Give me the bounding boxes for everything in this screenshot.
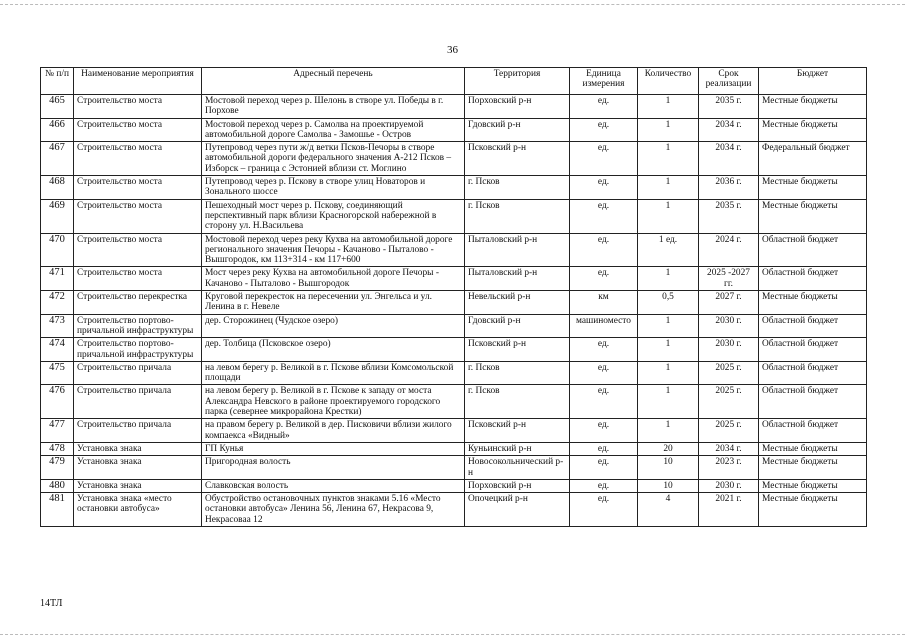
- header-measure-name: Наименование мероприятия: [74, 68, 202, 95]
- row-address: дер. Сторожинец (Чудское озеро): [202, 314, 465, 338]
- row-measure-name: Строительство моста: [74, 199, 202, 233]
- row-quantity: 1 ед.: [638, 233, 699, 267]
- row-territory: Невельский р-н: [465, 291, 570, 315]
- row-term: 2034 г.: [699, 142, 759, 176]
- row-measure-name: Установка знака: [74, 479, 202, 492]
- row-number: 471: [41, 267, 74, 291]
- row-measure-name: Установка знака «место остановки автобуса»: [74, 493, 202, 527]
- row-unit: ед.: [570, 338, 638, 362]
- row-territory: Псковский р-н: [465, 142, 570, 176]
- row-unit: ед.: [570, 142, 638, 176]
- row-unit: ед.: [570, 233, 638, 267]
- row-budget: Областной бюджет: [759, 267, 867, 291]
- row-address: ГП Кунья: [202, 442, 465, 455]
- row-term: 2035 г.: [699, 199, 759, 233]
- table-row: [41, 456, 867, 480]
- header-unit: Единица измерения: [570, 68, 638, 95]
- row-measure-name: Строительство причала: [74, 419, 202, 443]
- row-term: 2025 г.: [699, 361, 759, 385]
- row-territory: Псковский р-н: [465, 338, 570, 362]
- row-term: 2036 г.: [699, 176, 759, 200]
- row-term: 2027 г.: [699, 291, 759, 315]
- row-address: на правом берегу р. Великой в дер. Писковичи вблизи жилого компаекса «Видный»: [202, 419, 465, 443]
- row-address: Круговой перекресток на пересечении ул. Энгельса и ул. Ленина в г. Невеле: [202, 291, 465, 315]
- row-term: 2025 г.: [699, 385, 759, 419]
- row-address: Мост через реку Кухва на автомобильной дороге Печоры - Качаново - Пыталово - Вышгородок: [202, 267, 465, 291]
- row-number: 472: [41, 291, 74, 315]
- row-territory: Новосокольнический р-н: [465, 456, 570, 480]
- header-quantity: Количество: [638, 68, 699, 95]
- row-unit: ед.: [570, 118, 638, 142]
- table-row: [41, 176, 867, 200]
- row-term: 2034 г.: [699, 118, 759, 142]
- row-address: Пригородная волость: [202, 456, 465, 480]
- row-territory: Опочецкий р-н: [465, 493, 570, 527]
- row-number: 480: [41, 479, 74, 492]
- row-number: 478: [41, 442, 74, 455]
- row-territory: Гдовский р-н: [465, 314, 570, 338]
- row-unit: ед.: [570, 442, 638, 455]
- row-territory: Пыталовский р-н: [465, 267, 570, 291]
- row-number: 466: [41, 118, 74, 142]
- row-term: 2025 -2027 гг.: [699, 267, 759, 291]
- row-address: Путепровод через пути ж/д ветки Псков-Печоры в створе автомобильной дороги федерального значения А-212 Псков – Изборск – граница с Эстонией вблизи ст. Моглино: [202, 142, 465, 176]
- row-budget: Областной бюджет: [759, 419, 867, 443]
- row-territory: г. Псков: [465, 199, 570, 233]
- row-quantity: 10: [638, 456, 699, 480]
- table-row: [41, 338, 867, 362]
- row-measure-name: Строительство моста: [74, 267, 202, 291]
- row-budget: Местные бюджеты: [759, 199, 867, 233]
- row-measure-name: Строительство перекрестка: [74, 291, 202, 315]
- row-term: 2023 г.: [699, 456, 759, 480]
- table-row: [41, 233, 867, 267]
- row-number: 475: [41, 361, 74, 385]
- row-unit: ед.: [570, 456, 638, 480]
- row-number: 476: [41, 385, 74, 419]
- row-budget: Областной бюджет: [759, 338, 867, 362]
- row-unit: ед.: [570, 479, 638, 492]
- row-territory: Порховский р-н: [465, 479, 570, 492]
- table-row: [41, 361, 867, 385]
- row-number: 467: [41, 142, 74, 176]
- row-territory: Псковский р-н: [465, 419, 570, 443]
- row-number: 470: [41, 233, 74, 267]
- header-term: Срок реализации: [699, 68, 759, 95]
- row-unit: ед.: [570, 199, 638, 233]
- row-address: Мостовой переход через р. Шелонь в створе ул. Победы в г. Порхове: [202, 95, 465, 119]
- row-term: 2034 г.: [699, 442, 759, 455]
- row-budget: Местные бюджеты: [759, 442, 867, 455]
- row-budget: Местные бюджеты: [759, 176, 867, 200]
- row-unit: ед.: [570, 493, 638, 527]
- row-quantity: 1: [638, 338, 699, 362]
- row-number: 481: [41, 493, 74, 527]
- row-address: дер. Толбица (Псковское озеро): [202, 338, 465, 362]
- row-budget: Федеральный бюджет: [759, 142, 867, 176]
- row-territory: Куньинский р-н: [465, 442, 570, 455]
- row-quantity: 4: [638, 493, 699, 527]
- row-measure-name: Установка знака: [74, 442, 202, 455]
- table-row: [41, 95, 867, 119]
- table-row: [41, 118, 867, 142]
- row-address: Путепровод через р. Пскову в створе улиц Новаторов и Зонального шоссе: [202, 176, 465, 200]
- row-territory: г. Псков: [465, 361, 570, 385]
- row-term: 2024 г.: [699, 233, 759, 267]
- scan-top-edge: [0, 4, 905, 6]
- row-address: на левом берегу р. Великой в г. Пскове вблизи Комсомольской площади: [202, 361, 465, 385]
- row-address: Славковская волость: [202, 479, 465, 492]
- row-budget: Местные бюджеты: [759, 291, 867, 315]
- row-budget: Местные бюджеты: [759, 95, 867, 119]
- table-row: [41, 385, 867, 419]
- measures-table: [40, 67, 867, 527]
- table-row: [41, 493, 867, 527]
- row-quantity: 0,5: [638, 291, 699, 315]
- table-row: [41, 419, 867, 443]
- page-number: 36: [447, 44, 458, 56]
- row-budget: Местные бюджеты: [759, 456, 867, 480]
- row-quantity: 1: [638, 314, 699, 338]
- row-measure-name: Строительство причала: [74, 385, 202, 419]
- footer-code: 14ТЛ: [40, 598, 63, 609]
- table-row: [41, 291, 867, 315]
- header-address-list: Адресный перечень: [202, 68, 465, 95]
- row-number: 473: [41, 314, 74, 338]
- row-unit: машиноместо: [570, 314, 638, 338]
- row-term: 2030 г.: [699, 314, 759, 338]
- header-budget: Бюджет: [759, 68, 867, 95]
- row-unit: км: [570, 291, 638, 315]
- row-term: 2030 г.: [699, 338, 759, 362]
- row-budget: Областной бюджет: [759, 233, 867, 267]
- row-quantity: 1: [638, 95, 699, 119]
- row-territory: Порховский р-н: [465, 95, 570, 119]
- row-number: 468: [41, 176, 74, 200]
- row-unit: ед.: [570, 385, 638, 419]
- row-term: 2021 г.: [699, 493, 759, 527]
- row-unit: ед.: [570, 267, 638, 291]
- row-unit: ед.: [570, 95, 638, 119]
- table-row: [41, 442, 867, 455]
- header-number: № п/п: [41, 68, 74, 95]
- row-number: 465: [41, 95, 74, 119]
- row-measure-name: Строительство портово-причальной инфраструктуры: [74, 338, 202, 362]
- row-measure-name: Строительство моста: [74, 118, 202, 142]
- row-quantity: 1: [638, 385, 699, 419]
- row-quantity: 10: [638, 479, 699, 492]
- row-number: 469: [41, 199, 74, 233]
- row-number: 479: [41, 456, 74, 480]
- row-budget: Областной бюджет: [759, 361, 867, 385]
- table-row: [41, 267, 867, 291]
- row-quantity: 1: [638, 267, 699, 291]
- row-number: 474: [41, 338, 74, 362]
- row-budget: Местные бюджеты: [759, 479, 867, 492]
- row-budget: Областной бюджет: [759, 314, 867, 338]
- row-territory: Гдовский р-н: [465, 118, 570, 142]
- row-term: 2035 г.: [699, 95, 759, 119]
- row-measure-name: Строительство портово-причальной инфраструктуры: [74, 314, 202, 338]
- row-measure-name: Строительство моста: [74, 233, 202, 267]
- row-measure-name: Строительство моста: [74, 176, 202, 200]
- row-address: на левом берегу р. Великой в г. Пскове к западу от моста Александра Невского в районе проектируемого городского парка (севернее микрорайона Крестки): [202, 385, 465, 419]
- table-body: [41, 95, 867, 527]
- row-quantity: 1: [638, 199, 699, 233]
- row-quantity: 1: [638, 419, 699, 443]
- row-measure-name: Строительство моста: [74, 95, 202, 119]
- row-territory: Пыталовский р-н: [465, 233, 570, 267]
- row-quantity: 1: [638, 142, 699, 176]
- row-address: Мостовой переход через р. Самолва на проектируемой автомобильной дороге Самолва - Замошье - Остров: [202, 118, 465, 142]
- row-quantity: 1: [638, 176, 699, 200]
- row-measure-name: Установка знака: [74, 456, 202, 480]
- row-measure-name: Строительство моста: [74, 142, 202, 176]
- row-budget: Местные бюджеты: [759, 118, 867, 142]
- table-row: [41, 199, 867, 233]
- row-budget: Местные бюджеты: [759, 493, 867, 527]
- row-territory: г. Псков: [465, 385, 570, 419]
- row-quantity: 20: [638, 442, 699, 455]
- row-territory: г. Псков: [465, 176, 570, 200]
- table-row: [41, 314, 867, 338]
- row-term: 2030 г.: [699, 479, 759, 492]
- scan-bottom-edge: [0, 634, 905, 636]
- row-address: Пешеходный мост через р. Пскову, соединяющий перспективный парк вблизи Красногорской набережной в сторону ул. Н.Васильева: [202, 199, 465, 233]
- row-quantity: 1: [638, 118, 699, 142]
- row-measure-name: Строительство причала: [74, 361, 202, 385]
- table-header-row: [41, 68, 867, 95]
- table-row: [41, 479, 867, 492]
- row-unit: ед.: [570, 176, 638, 200]
- row-budget: Областной бюджет: [759, 385, 867, 419]
- row-quantity: 1: [638, 361, 699, 385]
- row-unit: ед.: [570, 419, 638, 443]
- row-address: Мостовой переход через реку Кухва на автомобильной дороге регионального значения Печоры - Качаново - Пыталово - Вышгородок, км 113+314 - км 117+600: [202, 233, 465, 267]
- row-unit: ед.: [570, 361, 638, 385]
- row-number: 477: [41, 419, 74, 443]
- header-territory: Территория: [465, 68, 570, 95]
- table-row: [41, 142, 867, 176]
- row-address: Обустройство остановочных пунктов знаками 5.16 «Место остановки автобуса» Ленина 56, Ленина 67, Некрасова 9, Некрасоваа 12: [202, 493, 465, 527]
- row-term: 2025 г.: [699, 419, 759, 443]
